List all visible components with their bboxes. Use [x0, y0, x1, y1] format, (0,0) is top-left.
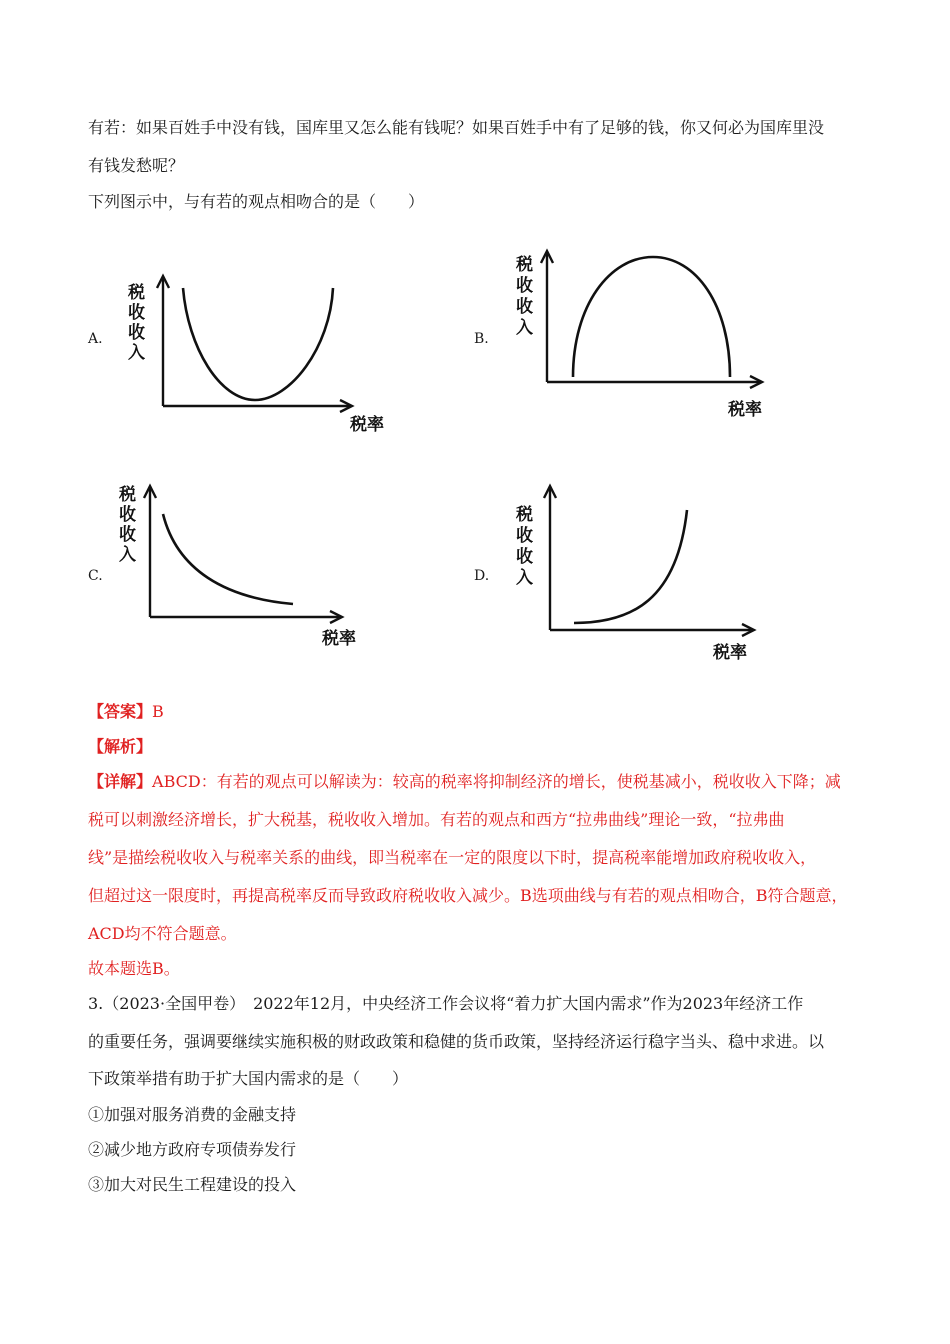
detail-tag: 【详解】	[88, 772, 153, 791]
answer-line	[88, 702, 164, 722]
question-prompt: 下列图示中，与有若的观点相吻合的是（ ）	[88, 192, 425, 211]
curve-increasing	[574, 510, 687, 623]
y-label-char-4: 入	[128, 343, 145, 363]
graph-b	[510, 245, 790, 425]
question3-line-3: 下政策举措有助于扩大国内需求的是（ ）	[88, 1069, 409, 1088]
y-label-char-4: 入	[119, 545, 136, 565]
option-label-b: B.	[474, 331, 489, 347]
answer-tag: 【答案】	[88, 702, 153, 721]
y-label-char-2: 收	[119, 505, 136, 525]
question3-item-1: ①加强对服务消费的金融支持	[88, 1105, 297, 1124]
y-label-char-3: 收	[516, 547, 533, 567]
detail-line-4: 但超过这一限度时，再提高税率反而导致政府税收收入减少。B选项曲线与有若的观点相吻合，B符合题意，	[88, 886, 848, 905]
conclusion: 故本题选B。	[88, 959, 180, 978]
y-label-char-2: 收	[516, 276, 533, 296]
y-label-char-3: 收	[119, 525, 136, 545]
question3-item-2: ②减少地方政府专项债券发行	[88, 1140, 297, 1159]
y-label-char-3: 收	[516, 297, 533, 317]
y-label-char-1: 税	[119, 485, 136, 505]
y-label-char-1: 税	[128, 283, 145, 303]
y-label-char-3: 收	[128, 323, 145, 343]
question3-line-2: 的重要任务，强调要继续实施积极的财政政策和稳健的货币政策，坚持经济运行稳字当头、稳中求进。以	[88, 1032, 825, 1051]
curve-u-shape	[183, 288, 333, 400]
option-label-a: A.	[88, 331, 103, 347]
question-text-line-1: 有若：如果百姓手中没有钱，国库里又怎么能有钱呢？如果百姓手中有了足够的钱，你又何必为国库里没	[88, 118, 825, 137]
detail-line-1	[88, 772, 841, 792]
y-label-char-2: 收	[516, 526, 533, 546]
x-label: 税率	[350, 415, 384, 435]
x-label: 税率	[322, 629, 356, 649]
y-label-char-1: 税	[516, 255, 533, 275]
question3-line-1: 3.（2023·全国甲卷） 2022年12月，中央经济工作会议将“着力扩大国内需求”作为2023年经济工作	[88, 994, 804, 1013]
question-text-line-2: 有钱发愁呢？	[88, 156, 185, 175]
y-label-char-4: 入	[516, 318, 533, 338]
y-label-char-4: 入	[516, 568, 533, 588]
graph-c	[115, 480, 375, 650]
curve-decreasing	[163, 514, 293, 604]
detail-line-2: 税可以刺激经济增长，扩大税基，税收收入增加。有若的观点和西方“拉弗曲线”理论一致，“拉弗曲	[88, 810, 785, 829]
curve-inverted-u	[573, 257, 730, 377]
detail-line-5: ACD均不符合题意。	[88, 924, 237, 943]
detail-text-1: ABCD：有若的观点可以解读为：较高的税率将抑制经济的增长，使税基减小，税收收入下降；减	[152, 772, 841, 791]
analysis-tag: 【解析】	[88, 737, 153, 756]
detail-line-3: 线”是描绘税收收入与税率关系的曲线，即当税率在一定的限度以下时，提高税率能增加政府税收收入，	[88, 848, 817, 867]
y-label-char-1: 税	[516, 505, 533, 525]
option-label-d: D.	[474, 568, 490, 584]
x-label: 税率	[728, 400, 762, 420]
answer-value: B	[152, 702, 164, 721]
x-label: 税率	[713, 643, 747, 663]
option-label-c: C.	[88, 568, 103, 584]
graph-a	[120, 270, 400, 440]
y-label-char-2: 收	[128, 303, 145, 323]
graph-d	[512, 480, 782, 665]
question3-item-3: ③加大对民生工程建设的投入	[88, 1175, 297, 1194]
